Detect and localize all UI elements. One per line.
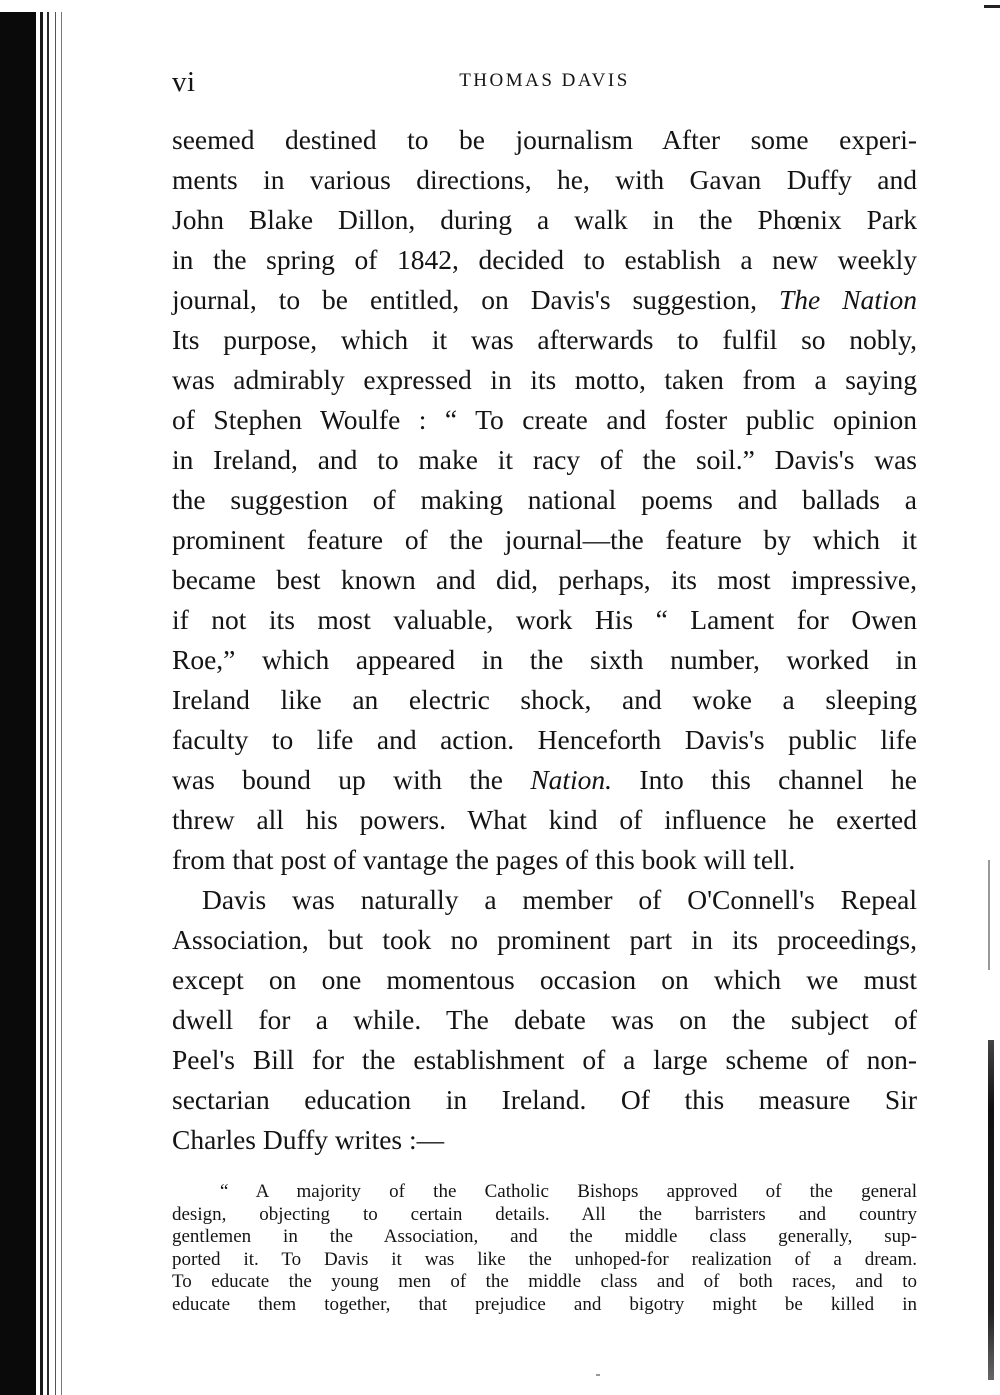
quote-line: design, objecting to certain details. All the barristers and country <box>172 1203 917 1225</box>
text-line: prominent feature of the journal—the feature by which it <box>172 524 917 555</box>
quote-line: ported it. To Davis it was like the unhoped-for realization of a dream. <box>172 1248 917 1270</box>
book-spine-shadow <box>0 0 70 1395</box>
text-line: Davis was naturally a member of O'Connell's Repeal <box>202 884 917 915</box>
text-line: ments in various directions, he, with Gavan Duffy and <box>172 164 917 195</box>
text-line: John Blake Dillon, during a walk in the Phœnix Park <box>172 204 917 235</box>
quote-line: To educate the young men of the middle class and of both races, and to <box>172 1271 917 1292</box>
page-edge-shadow <box>988 860 990 970</box>
scan-speck <box>596 1374 600 1376</box>
text-line: Association, but took no prominent part in its proceedings, <box>172 924 917 955</box>
text-line: except on one momentous occasion on which we must <box>172 964 917 995</box>
running-title: THOMAS DAVIS <box>459 70 630 91</box>
text-span: Into this channel he <box>612 764 917 795</box>
running-head <box>172 66 917 96</box>
spine-line <box>47 12 49 1395</box>
page-edge-shadow <box>988 1040 994 1380</box>
page-number: vi <box>172 66 196 98</box>
spine-band <box>0 12 36 1395</box>
text-line: in the spring of 1842, decided to establish a new weekly <box>172 244 917 275</box>
text-line <box>172 280 917 320</box>
text-line: Its purpose, which it was afterwards to fulfil so nobly, <box>172 324 917 355</box>
text-line: Charles Duffy writes :— <box>172 1124 445 1155</box>
italic-title: The Nation <box>778 284 918 315</box>
spine-line <box>40 12 43 1395</box>
spine-line <box>61 12 62 1395</box>
text-line: from that post of vantage the pages of this book will tell. <box>172 844 796 875</box>
scan-corner-mark <box>984 5 1000 8</box>
text-line: Ireland like an electric shock, and woke a sleeping <box>172 684 917 715</box>
text-line: Roe,” which appeared in the sixth number, worked in <box>172 644 917 675</box>
text-line: seemed destined to be journalism After some experi- <box>172 124 917 155</box>
text-line: threw all his powers. What kind of influence he exerted <box>172 804 917 835</box>
block-quotation <box>172 1181 917 1316</box>
text-span: journal, to be entitled, on Davis's suggestion, <box>172 284 779 315</box>
quote-line: educate them together, that prejudice and bigotry might be killed in <box>172 1293 917 1315</box>
text-line: of Stephen Woulfe : “ To create and foster public opinion <box>172 404 917 435</box>
text-line: faculty to life and action. Henceforth Davis's public life <box>172 724 917 755</box>
quote-line: “ A majority of the Catholic Bishops approved of the general <box>220 1181 917 1202</box>
text-line: sectarian education in Ireland. Of this measure Sir <box>172 1084 917 1115</box>
body-text <box>172 120 917 1160</box>
text-line <box>172 760 917 800</box>
text-line: became best known and did, perhaps, its most impressive, <box>172 564 917 595</box>
text-line: the suggestion of making national poems and ballads a <box>172 484 917 515</box>
text-span: was bound up with the <box>172 764 531 795</box>
text-line: if not its most valuable, work His “ Lament for Owen <box>172 604 917 635</box>
text-line: was admirably expressed in its motto, taken from a saying <box>172 364 917 395</box>
text-line: dwell for a while. The debate was on the subject of <box>172 1004 917 1035</box>
italic-title: Nation. <box>530 764 613 795</box>
text-line: Peel's Bill for the establishment of a large scheme of non- <box>172 1044 917 1075</box>
spine-line <box>55 12 56 1395</box>
text-line: in Ireland, and to make it racy of the soil.” Davis's was <box>172 444 917 475</box>
quote-line: gentlemen in the Association, and the middle class generally, sup- <box>172 1226 917 1247</box>
